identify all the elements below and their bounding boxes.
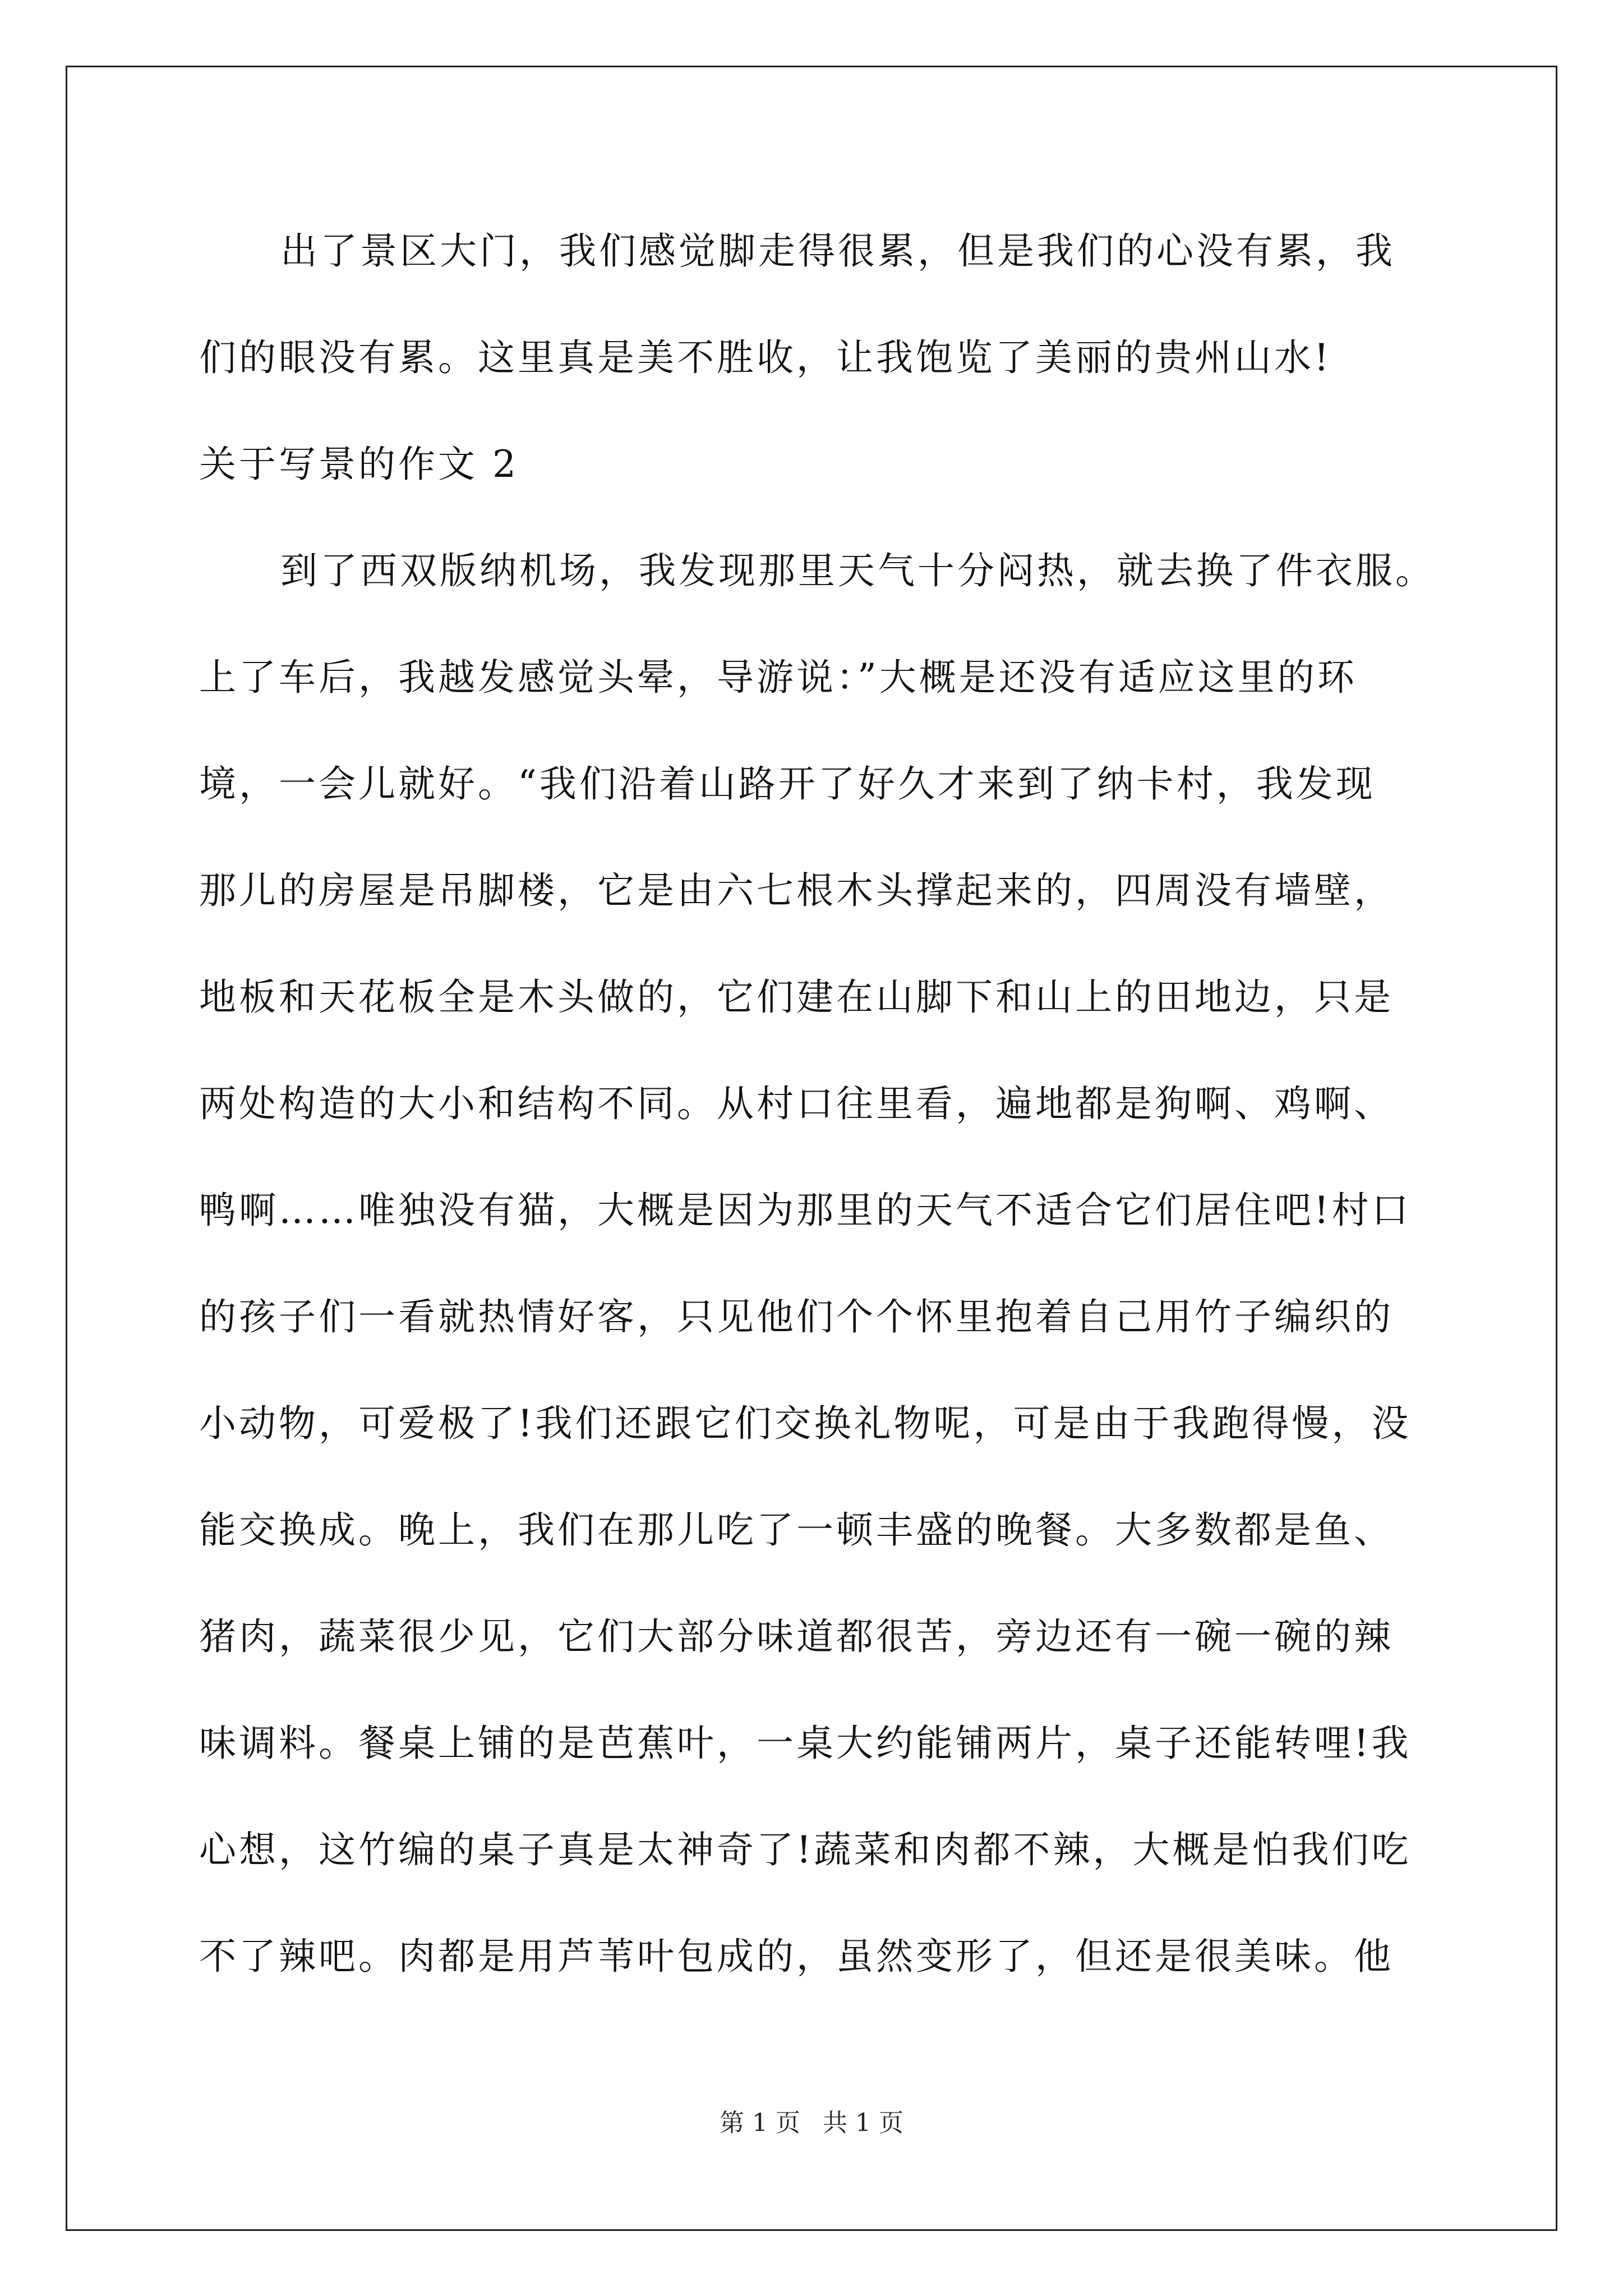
paragraph (199, 224, 1427, 384)
page-footer (0, 2106, 1623, 2140)
text-line: 到了西双版纳机场，我发现那里天气十分闷热，就去换了件衣服。 (280, 549, 1435, 592)
page-number: 第 1 页 (720, 2109, 800, 2137)
text-line: 那儿的房屋是吊脚楼，它是由六七根木头撑起来的，四周没有墙壁， (199, 869, 1394, 912)
text-line: 上了车后，我越发感觉头晕，导游说：”大概是还没有适应这里的环 (199, 656, 1357, 699)
text-line: 不了辣吧。肉都是用芦苇叶包成的，虽然变形了，但还是很美味。他 (199, 1935, 1394, 1978)
section-heading: 关于写景的作文 2 (199, 443, 519, 486)
text-line: 们的眼没有累。这里真是美不胜收，让我饱览了美丽的贵州山水! (199, 336, 1332, 379)
page-total: 共 1 页 (823, 2109, 903, 2137)
text-line: 的孩子们一看就热情好客，只见他们个个怀里抱着自己用竹子编织的 (199, 1295, 1394, 1338)
text-line: 小动物，可爱极了!我们还跟它们交换礼物呢，可是由于我跑得慢，没 (199, 1402, 1412, 1445)
text-line: 猪肉，蔬菜很少见，它们大部分味道都很苦，旁边还有一碗一碗的辣 (199, 1615, 1394, 1658)
text-line: 出了景区大门，我们感觉脚走得很累，但是我们的心没有累，我 (280, 229, 1395, 273)
text-line: 境，一会儿就好。“我们沿着山路开了好久才来到了纳卡村，我发现 (199, 762, 1376, 806)
document-body (199, 224, 1435, 1983)
text-line: 地板和天花板全是木头做的，它们建在山脚下和山上的田地边，只是 (199, 976, 1394, 1019)
text-line: 心想，这竹编的桌子真是太神奇了!蔬菜和肉都不辣，大概是怕我们吃 (199, 1828, 1412, 1871)
paragraph (199, 544, 1435, 1983)
text-line: 味调料。餐桌上铺的是芭蕉叶，一桌大约能铺两片，桌子还能转哩!我 (199, 1722, 1412, 1765)
text-line: 能交换成。晚上，我们在那儿吃了一顿丰盛的晚餐。大多数都是鱼、 (199, 1508, 1394, 1552)
text-line: 两处构造的大小和结构不同。从村口往里看，遍地都是狗啊、鸡啊、 (199, 1082, 1394, 1125)
text-line: 鸭啊……唯独没有猫，大概是因为那里的天气不适合它们居住吧!村口 (199, 1189, 1412, 1232)
